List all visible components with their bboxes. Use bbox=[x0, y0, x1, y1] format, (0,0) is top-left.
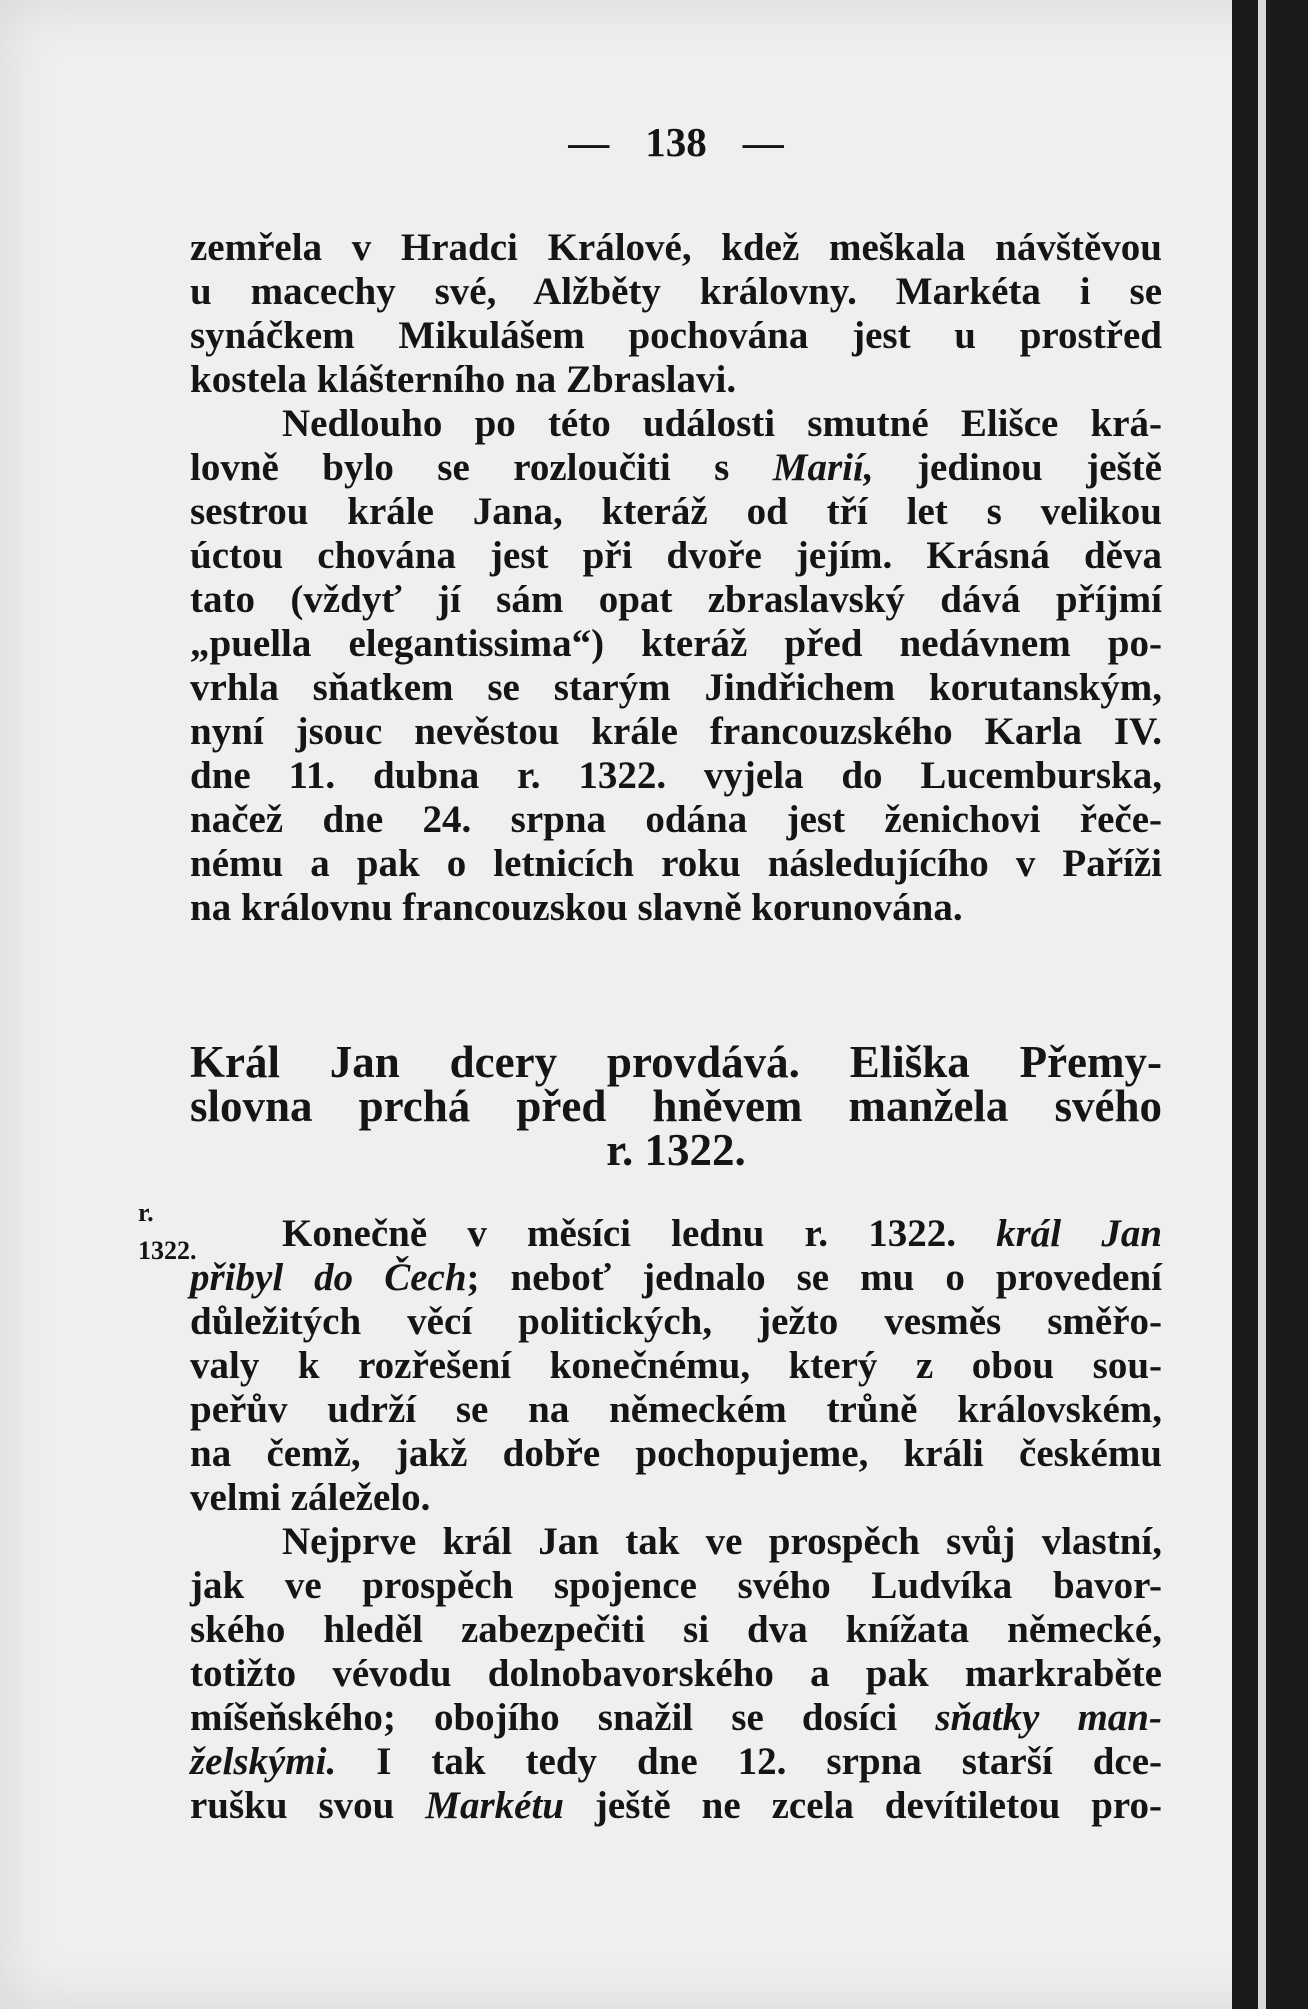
scan-edge-dark bbox=[1232, 0, 1308, 2009]
text-line bbox=[190, 1784, 1162, 1828]
text-line: na čemž, jakž dobře pochopujeme, králi českému bbox=[190, 1432, 1162, 1475]
emphasis-pribyl: přibyl do Čech bbox=[190, 1256, 467, 1299]
text-line: načež dne 24. srpna odána jest ženichovi řeče- bbox=[190, 798, 1162, 841]
page-number: 138 bbox=[645, 119, 707, 165]
text-line: u macechy své, Alžběty královny. Markéta i se bbox=[190, 270, 1162, 313]
text-run: I tak tedy dne 12. srpna starší dce- bbox=[336, 1740, 1162, 1783]
paragraph-3 bbox=[190, 1212, 1162, 1520]
text-run: rušku svou bbox=[190, 1784, 426, 1827]
text-line: důležitých věcí politických, ježto vesměs směřo- bbox=[190, 1300, 1162, 1343]
text-line: „puella elegantissima“) kteráž před nedávnem po- bbox=[190, 622, 1162, 665]
text-line: valy k rozřešení konečnému, který z obou sou- bbox=[190, 1344, 1162, 1387]
text-line: ského hleděl zabezpečiti si dva knížata německé, bbox=[190, 1608, 1162, 1651]
text-line: úctou chována jest při dvoře jejím. Krásná děva bbox=[190, 534, 1162, 577]
text-line: jak ve prospěch spojence svého Ludvíka bavor- bbox=[190, 1564, 1162, 1607]
text-line: Nejprve král Jan tak ve prospěch svůj vlastní, bbox=[282, 1520, 1162, 1563]
emphasis-zelskymi: želskými. bbox=[190, 1740, 337, 1783]
text-line bbox=[190, 1696, 1162, 1740]
dash-left: — bbox=[568, 119, 610, 165]
book-page bbox=[138, 119, 1163, 1828]
text-line bbox=[190, 1740, 1162, 1784]
text-line bbox=[190, 1212, 1162, 1256]
text-run: jedinou ještě bbox=[873, 446, 1162, 489]
emphasis-snatky: sňatky man- bbox=[935, 1696, 1162, 1739]
text-line: nému a pak o letnicích roku následujícího v Paříži bbox=[190, 842, 1162, 885]
text-line: totižto vévodu dolnobavorského a pak markraběte bbox=[190, 1652, 1162, 1695]
text-line: na královnu francouzskou slavně korunována. bbox=[190, 886, 963, 929]
heading-line: slovna prchá před hněvem manžela svého bbox=[190, 1081, 1162, 1131]
emphasis-marii: Marií, bbox=[772, 446, 874, 489]
section-heading bbox=[190, 1037, 1162, 1175]
dash-right: — bbox=[742, 119, 784, 165]
text-line: vrhla sňatkem se starým Jindřichem korutanským, bbox=[190, 666, 1162, 709]
text-run: Konečně v měsíci lednu r. 1322. bbox=[282, 1212, 997, 1255]
text-line bbox=[190, 446, 1162, 490]
text-run: ještě ne zcela devítiletou pro- bbox=[564, 1784, 1162, 1827]
paragraph-2 bbox=[190, 402, 1162, 930]
text-line: zemřela v Hradci Králové, kdež meškala návštěvou bbox=[190, 226, 1162, 269]
paragraph-4 bbox=[190, 1520, 1162, 1828]
text-run: lovně bylo se rozloučiti s bbox=[190, 446, 773, 489]
text-run: ; neboť jednalo se mu o provedení bbox=[466, 1256, 1163, 1299]
text-line: nyní jsouc nevěstou krále francouzského Karla IV. bbox=[190, 710, 1162, 753]
emphasis-kral-jan: král Jan bbox=[996, 1212, 1163, 1255]
text-line: dne 11. dubna r. 1322. vyjela do Lucemburska, bbox=[190, 754, 1162, 797]
paragraph-1 bbox=[190, 226, 1162, 402]
margin-note-label: r. bbox=[138, 1198, 154, 1227]
text-line: kostela klášterního na Zbraslavi. bbox=[190, 358, 737, 401]
scan-edge-light bbox=[1258, 0, 1266, 2009]
text-run: míšeňského; obojího snažil se dosíci bbox=[190, 1696, 936, 1739]
margin-note-year: 1322. bbox=[138, 1236, 197, 1265]
margin-note bbox=[138, 1198, 198, 1266]
text-line: tato (vždyť jí sám opat zbraslavský dává příjmí bbox=[190, 578, 1162, 621]
text-line: sestrou krále Jana, kteráž od tří let s velikou bbox=[190, 490, 1162, 533]
emphasis-marketu: Markétu bbox=[425, 1784, 564, 1827]
section-body bbox=[138, 1198, 1163, 1828]
text-line bbox=[190, 1256, 1162, 1300]
text-line: Nedlouho po této události smutné Elišce krá- bbox=[282, 402, 1162, 445]
heading-line: Král Jan dcery provdává. Eliška Přemy- bbox=[190, 1037, 1162, 1087]
page-number-header bbox=[190, 120, 1162, 164]
heading-line: r. 1322. bbox=[606, 1125, 746, 1175]
text-line: synáčkem Mikulášem pochována jest u prostřed bbox=[190, 314, 1162, 357]
text-line: velmi záleželo. bbox=[190, 1476, 431, 1519]
text-line: peřův udrží se na německém trůně královském, bbox=[190, 1388, 1162, 1431]
